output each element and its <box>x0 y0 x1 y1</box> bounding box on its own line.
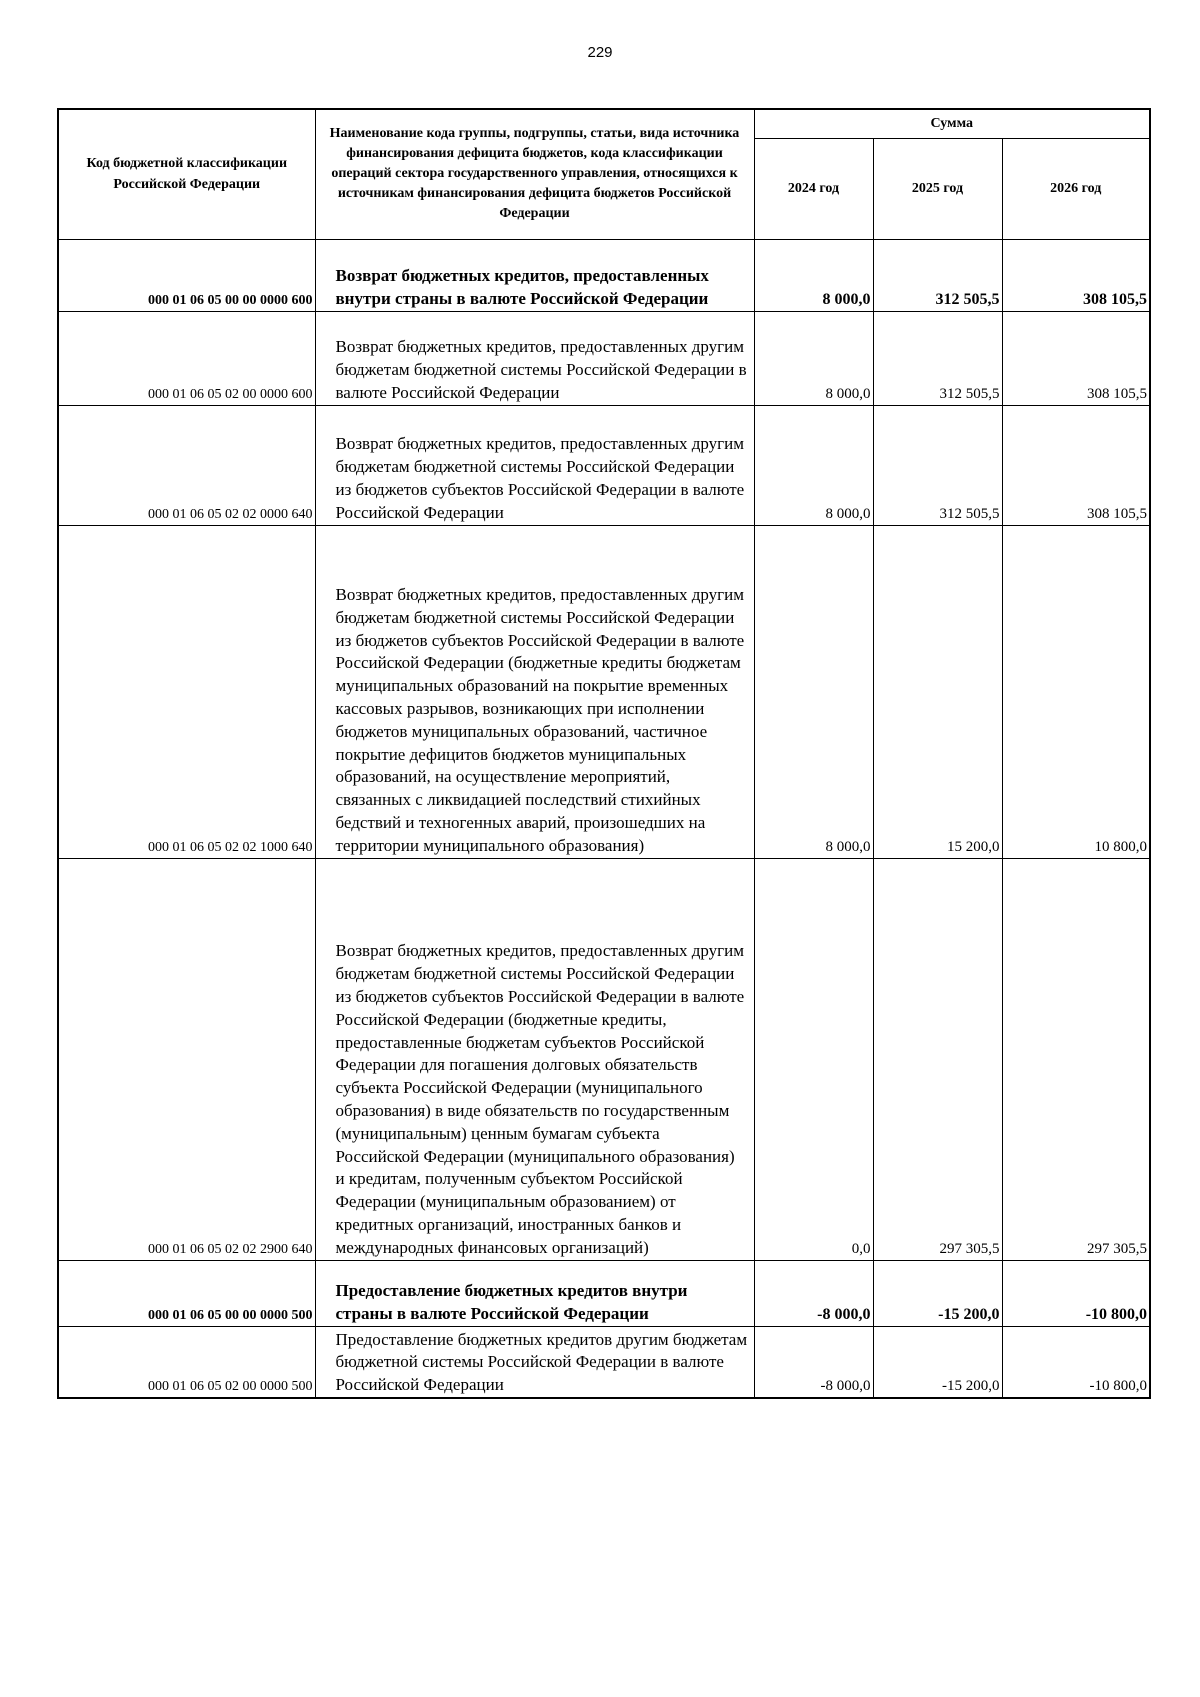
row-code: 000 01 06 05 02 02 0000 640 <box>58 405 315 525</box>
row-value-2025: 297 305,5 <box>873 858 1002 1260</box>
table-row <box>58 311 1150 405</box>
table-row <box>58 1326 1150 1398</box>
row-value-2026: 308 105,5 <box>1002 311 1150 405</box>
row-code: 000 01 06 05 02 00 0000 600 <box>58 311 315 405</box>
row-name: Предоставление бюджетных кредитов внутри страны в валюте Российской Федерации <box>315 1260 754 1326</box>
row-name: Предоставление бюджетных кредитов другим бюджетам бюджетной системы Российской Федерации в валюте Российской Федерации <box>315 1326 754 1398</box>
row-code: 000 01 06 05 02 00 0000 500 <box>58 1326 315 1398</box>
row-value-2024: 8 000,0 <box>754 405 873 525</box>
row-code: 000 01 06 05 00 00 0000 600 <box>58 239 315 311</box>
row-value-2025: -15 200,0 <box>873 1260 1002 1326</box>
row-value-2024: 8 000,0 <box>754 239 873 311</box>
row-value-2025: -15 200,0 <box>873 1326 1002 1398</box>
table-row <box>58 239 1150 311</box>
row-value-2026: 10 800,0 <box>1002 525 1150 858</box>
table-row <box>58 1260 1150 1326</box>
header-code: Код бюджетной классификации Российской Федерации <box>58 109 315 239</box>
header-year-2025: 2025 год <box>873 138 1002 239</box>
row-value-2025: 312 505,5 <box>873 311 1002 405</box>
row-value-2024: -8 000,0 <box>754 1326 873 1398</box>
row-value-2026: -10 800,0 <box>1002 1326 1150 1398</box>
row-value-2026: -10 800,0 <box>1002 1260 1150 1326</box>
row-code: 000 01 06 05 00 00 0000 500 <box>58 1260 315 1326</box>
row-value-2025: 312 505,5 <box>873 239 1002 311</box>
header-year-2026: 2026 год <box>1002 138 1150 239</box>
row-value-2024: 8 000,0 <box>754 525 873 858</box>
row-name: Возврат бюджетных кредитов, предоставленных другим бюджетам бюджетной системы Российской Федерации из бюджетов субъектов Российской Федерации в валюте Российской Федерации (бюджетные кредиты, предоставленные бюджетам субъектов Российской Федерации для погашения долговых обязательств субъекта Российской Федерации (муниципального образования) в виде обязательств по государственным (муниципальным) ценным бумагам субъекта Российской Федерации (муниципального образования) и кредитам, полученным субъектом Российской Федерации (муниципальным образованием) от кредитных организаций, иностранных банков и международных финансовых организаций) <box>315 858 754 1260</box>
row-code: 000 01 06 05 02 02 2900 640 <box>58 858 315 1260</box>
row-name: Возврат бюджетных кредитов, предоставленных другим бюджетам бюджетной системы Российской Федерации из бюджетов субъектов Российской Федерации в валюте Российской Федерации (бюджетные кредиты бюджетам муниципальных образований на покрытие временных кассовых разрывов, возникающих при исполнении бюджетов муниципальных образований, частичное покрытие дефицитов бюджетов муниципальных образований, на осуществление мероприятий, связанных с ликвидацией последствий стихийных бедствий и техногенных аварий, произошедших на территории муниципального образования) <box>315 525 754 858</box>
budget-sources-table <box>57 108 1151 1399</box>
row-value-2024: -8 000,0 <box>754 1260 873 1326</box>
row-code: 000 01 06 05 02 02 1000 640 <box>58 525 315 858</box>
row-value-2024: 0,0 <box>754 858 873 1260</box>
table-row <box>58 405 1150 525</box>
header-name: Наименование кода группы, подгруппы, статьи, вида источника финансирования дефицита бюджетов, кода классификации операций сектора государственного управления, относящихся к источникам финансирования дефицита бюджетов Российской Федерации <box>315 109 754 239</box>
table-row <box>58 858 1150 1260</box>
header-year-2024: 2024 год <box>754 138 873 239</box>
row-value-2026: 308 105,5 <box>1002 239 1150 311</box>
row-name: Возврат бюджетных кредитов, предоставленных внутри страны в валюте Российской Федерации <box>315 239 754 311</box>
table-row <box>58 525 1150 858</box>
row-value-2024: 8 000,0 <box>754 311 873 405</box>
row-name: Возврат бюджетных кредитов, предоставленных другим бюджетам бюджетной системы Российской Федерации в валюте Российской Федерации <box>315 311 754 405</box>
row-value-2026: 308 105,5 <box>1002 405 1150 525</box>
row-value-2025: 15 200,0 <box>873 525 1002 858</box>
row-name: Возврат бюджетных кредитов, предоставленных другим бюджетам бюджетной системы Российской Федерации из бюджетов субъектов Российской Федерации в валюте Российской Федерации <box>315 405 754 525</box>
page-number: 229 <box>587 44 613 61</box>
row-value-2026: 297 305,5 <box>1002 858 1150 1260</box>
row-value-2025: 312 505,5 <box>873 405 1002 525</box>
header-sum: Сумма <box>754 109 1150 138</box>
